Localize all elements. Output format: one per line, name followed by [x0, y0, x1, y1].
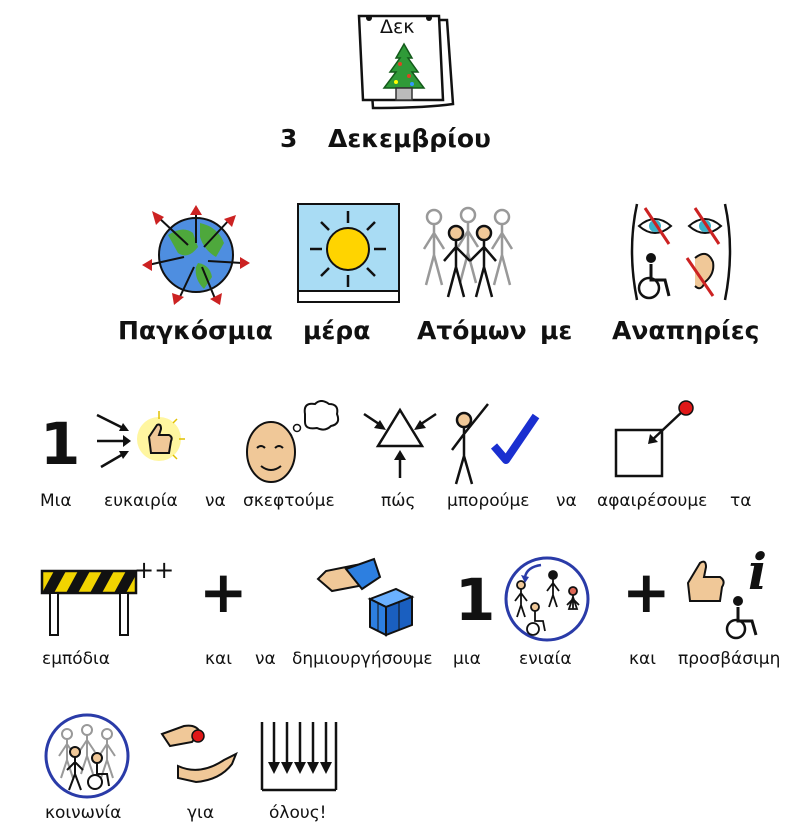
info-symbol: i [748, 542, 767, 601]
accessible-thumb-info-icon [684, 555, 784, 640]
caption-word: και [629, 649, 656, 669]
title-word: Ατόμων [417, 316, 527, 345]
title-word: με [540, 316, 573, 345]
caption-word: μπορούμε [447, 491, 530, 511]
caption-word: όλους! [269, 803, 327, 823]
caption-word: κοινωνία [45, 803, 122, 823]
thinking-head-icon [245, 400, 340, 485]
caption-word: μια [453, 649, 481, 669]
caption-word: πώς [381, 491, 416, 511]
globe-icon [138, 205, 253, 305]
for-giving-hands-icon [160, 720, 240, 790]
inclusive-circle-icon [503, 555, 591, 643]
title-word: Παγκόσμια [118, 316, 273, 345]
number-one: 1 [455, 566, 496, 634]
opportunity-thumb-icon [95, 405, 190, 475]
plus-symbol: + [622, 558, 671, 626]
date-month: Δεκεμβρίου [328, 124, 491, 153]
plus-small: ++ [134, 556, 175, 584]
people-group-icon [420, 205, 520, 300]
create-hand-cube-icon [316, 555, 416, 640]
sun-icon [297, 203, 400, 303]
caption-word: δημιουργήσουμε [292, 649, 433, 669]
caption-word: Μια [40, 491, 72, 511]
how-triangle-icon [360, 400, 440, 480]
caption-word: και [205, 649, 232, 669]
date-day: 3 [280, 124, 298, 153]
number-one: 1 [40, 410, 81, 478]
caption-word: για [187, 803, 215, 823]
caption-word: εμπόδια [42, 649, 110, 669]
calendar-month: Δεκ [380, 16, 415, 38]
title-word: Αναπηρίες [612, 316, 760, 345]
caption-word: σκεφτούμε [243, 491, 335, 511]
title-word: μέρα [303, 316, 371, 345]
caption-word: προσβάσιμη [678, 649, 781, 669]
plus-symbol: + [199, 558, 248, 626]
caption-word: να [255, 649, 276, 669]
society-circle-icon [43, 712, 131, 800]
caption-word: να [556, 491, 577, 511]
roadblock-barrier-icon [40, 565, 140, 637]
caption-word: τα [730, 491, 752, 511]
caption-word: ευκαιρία [104, 491, 178, 511]
caption-word: αφαιρέσουμε [597, 491, 708, 511]
caption-word: να [205, 491, 226, 511]
disability-senses-icon [625, 200, 737, 305]
remove-box-icon [612, 398, 700, 483]
christmas-tree-icon [382, 42, 426, 102]
caption-word: ενιαία [519, 649, 572, 669]
can-person-check-icon [448, 400, 543, 485]
everyone-arrows-icon [258, 718, 340, 793]
